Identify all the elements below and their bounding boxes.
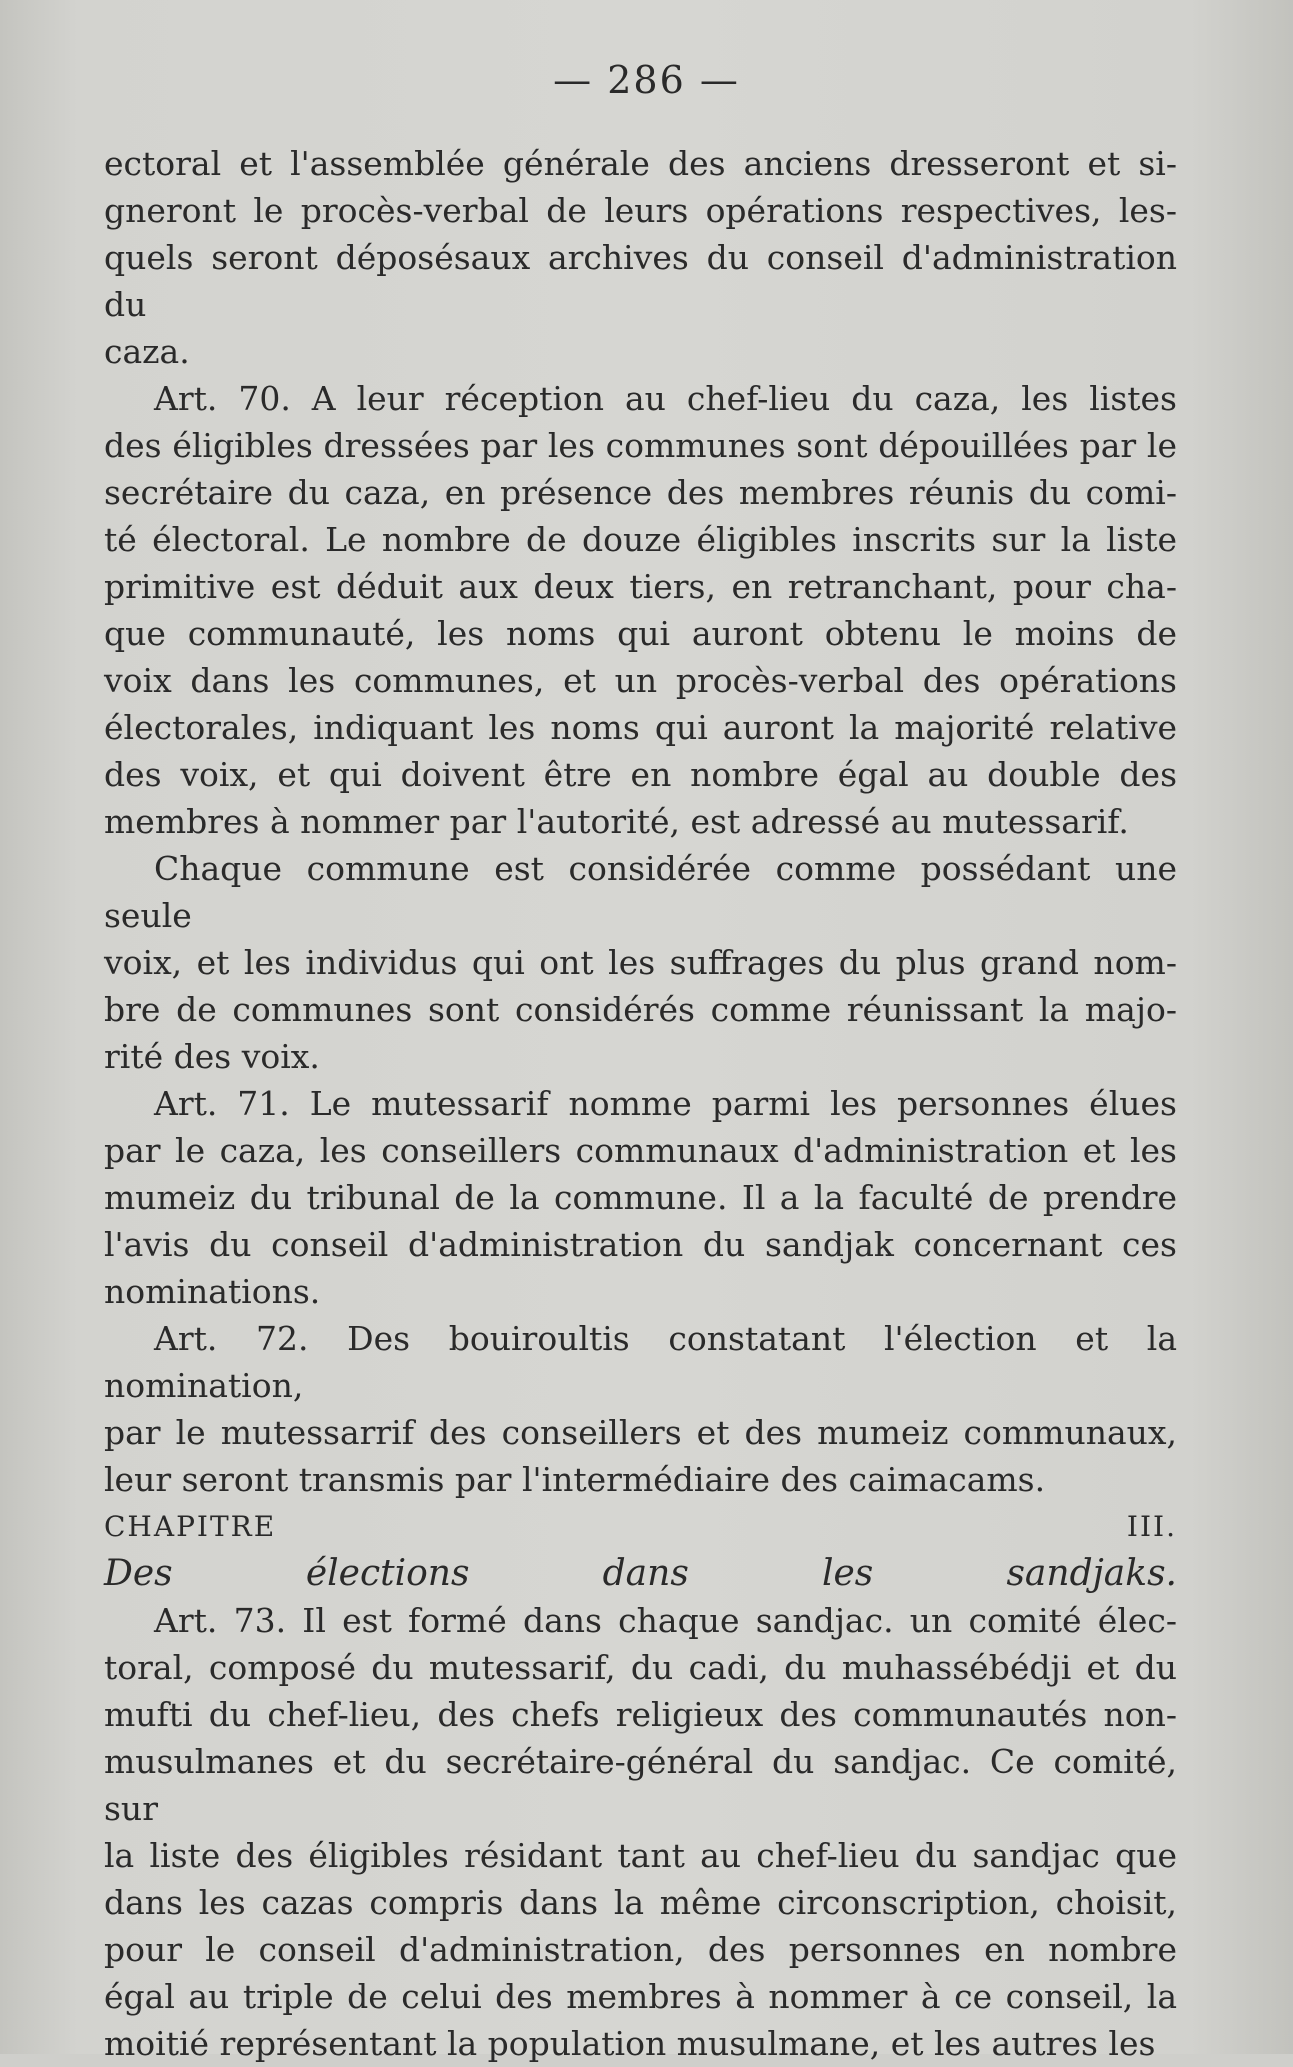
body-text xyxy=(104,140,1177,2067)
text-line: des éligibles dressées par les communes sont dépouillées par le xyxy=(104,426,1177,465)
text-line: Art. 70. A leur réception au chef-lieu du caza, les listes xyxy=(154,379,1177,418)
text-line: électorales, indiquant les noms qui auront la majorité relative xyxy=(104,708,1177,747)
text-line: mufti du chef-lieu, des chefs religieux des communautés non- xyxy=(104,1695,1177,1734)
text-line: égal au triple de celui des membres à nommer à ce conseil, la xyxy=(104,1977,1177,2016)
section-title: Des élections dans les sandjaks. xyxy=(104,1553,1177,1594)
text-line: voix dans les communes, et un procès-verbal des opérations xyxy=(104,661,1177,700)
text-line: l'avis du conseil d'administration du sandjak concernant ces xyxy=(104,1225,1177,1264)
text-line: voix, et les individus qui ont les suffrages du plus grand nom- xyxy=(104,943,1177,982)
text-line: rité des voix. xyxy=(104,1037,320,1076)
page-number: — 286 — xyxy=(553,58,740,102)
text-line: quels seront déposésaux archives du conseil d'administration du xyxy=(104,238,1177,324)
text-line: primitive est déduit aux deux tiers, en retranchant, pour cha- xyxy=(104,567,1177,606)
text-line: dans les cazas compris dans la même circonscription, choisit, xyxy=(104,1883,1177,1922)
text-line: secrétaire du caza, en présence des membres réunis du comi- xyxy=(104,473,1177,512)
text-line: Art. 72. Des bouiroultis constatant l'élection et la nomination, xyxy=(104,1319,1177,1405)
text-line: leur seront transmis par l'intermédiaire des caimacams. xyxy=(104,1460,1046,1499)
text-line: ectoral et l'assemblée générale des anciens dresseront et si- xyxy=(104,144,1177,183)
text-line: membres à nommer par l'autorité, est adressé au mutessarif. xyxy=(104,802,1129,841)
text-line: pour le conseil d'administration, des personnes en nombre xyxy=(104,1930,1177,1969)
text-line: Art. 73. Il est formé dans chaque sandjac. un comité élec- xyxy=(154,1601,1177,1640)
text-line: que communauté, les noms qui auront obtenu le moins de xyxy=(104,614,1177,653)
chapter-heading: CHAPITRE III. xyxy=(104,1510,1177,1543)
text-line: mumeiz du tribunal de la commune. Il a la faculté de prendre xyxy=(104,1178,1177,1217)
text-line: gneront le procès-verbal de leurs opérations respectives, les- xyxy=(104,191,1177,230)
text-line: par le caza, les conseillers communaux d'administration et les xyxy=(104,1131,1177,1170)
text-line: té électoral. Le nombre de douze éligibles inscrits sur la liste xyxy=(104,520,1177,559)
text-line: musulmanes et du secrétaire-général du sandjac. Ce comité, sur xyxy=(104,1742,1177,1828)
text-line: des voix, et qui doivent être en nombre égal au double des xyxy=(104,755,1177,794)
text-line: toral, composé du mutessarif, du cadi, du muhassébédji et du xyxy=(104,1648,1177,1687)
text-line: moitié représentant la population musulmane, et les autres les xyxy=(104,2024,1156,2063)
text-line: Art. 71. Le mutessarif nomme parmi les personnes élues xyxy=(154,1084,1177,1123)
text-line: nominations. xyxy=(104,1272,321,1311)
text-line: Chaque commune est considérée comme possédant une seule xyxy=(104,849,1177,935)
text-line: par le mutessarrif des conseillers et des mumeiz communaux, xyxy=(104,1413,1177,1452)
text-line: bre de communes sont considérés comme réunissant la majo- xyxy=(104,990,1177,1029)
text-line: la liste des éligibles résidant tant au chef-lieu du sandjac que xyxy=(104,1836,1177,1875)
text-line: caza. xyxy=(104,332,190,371)
